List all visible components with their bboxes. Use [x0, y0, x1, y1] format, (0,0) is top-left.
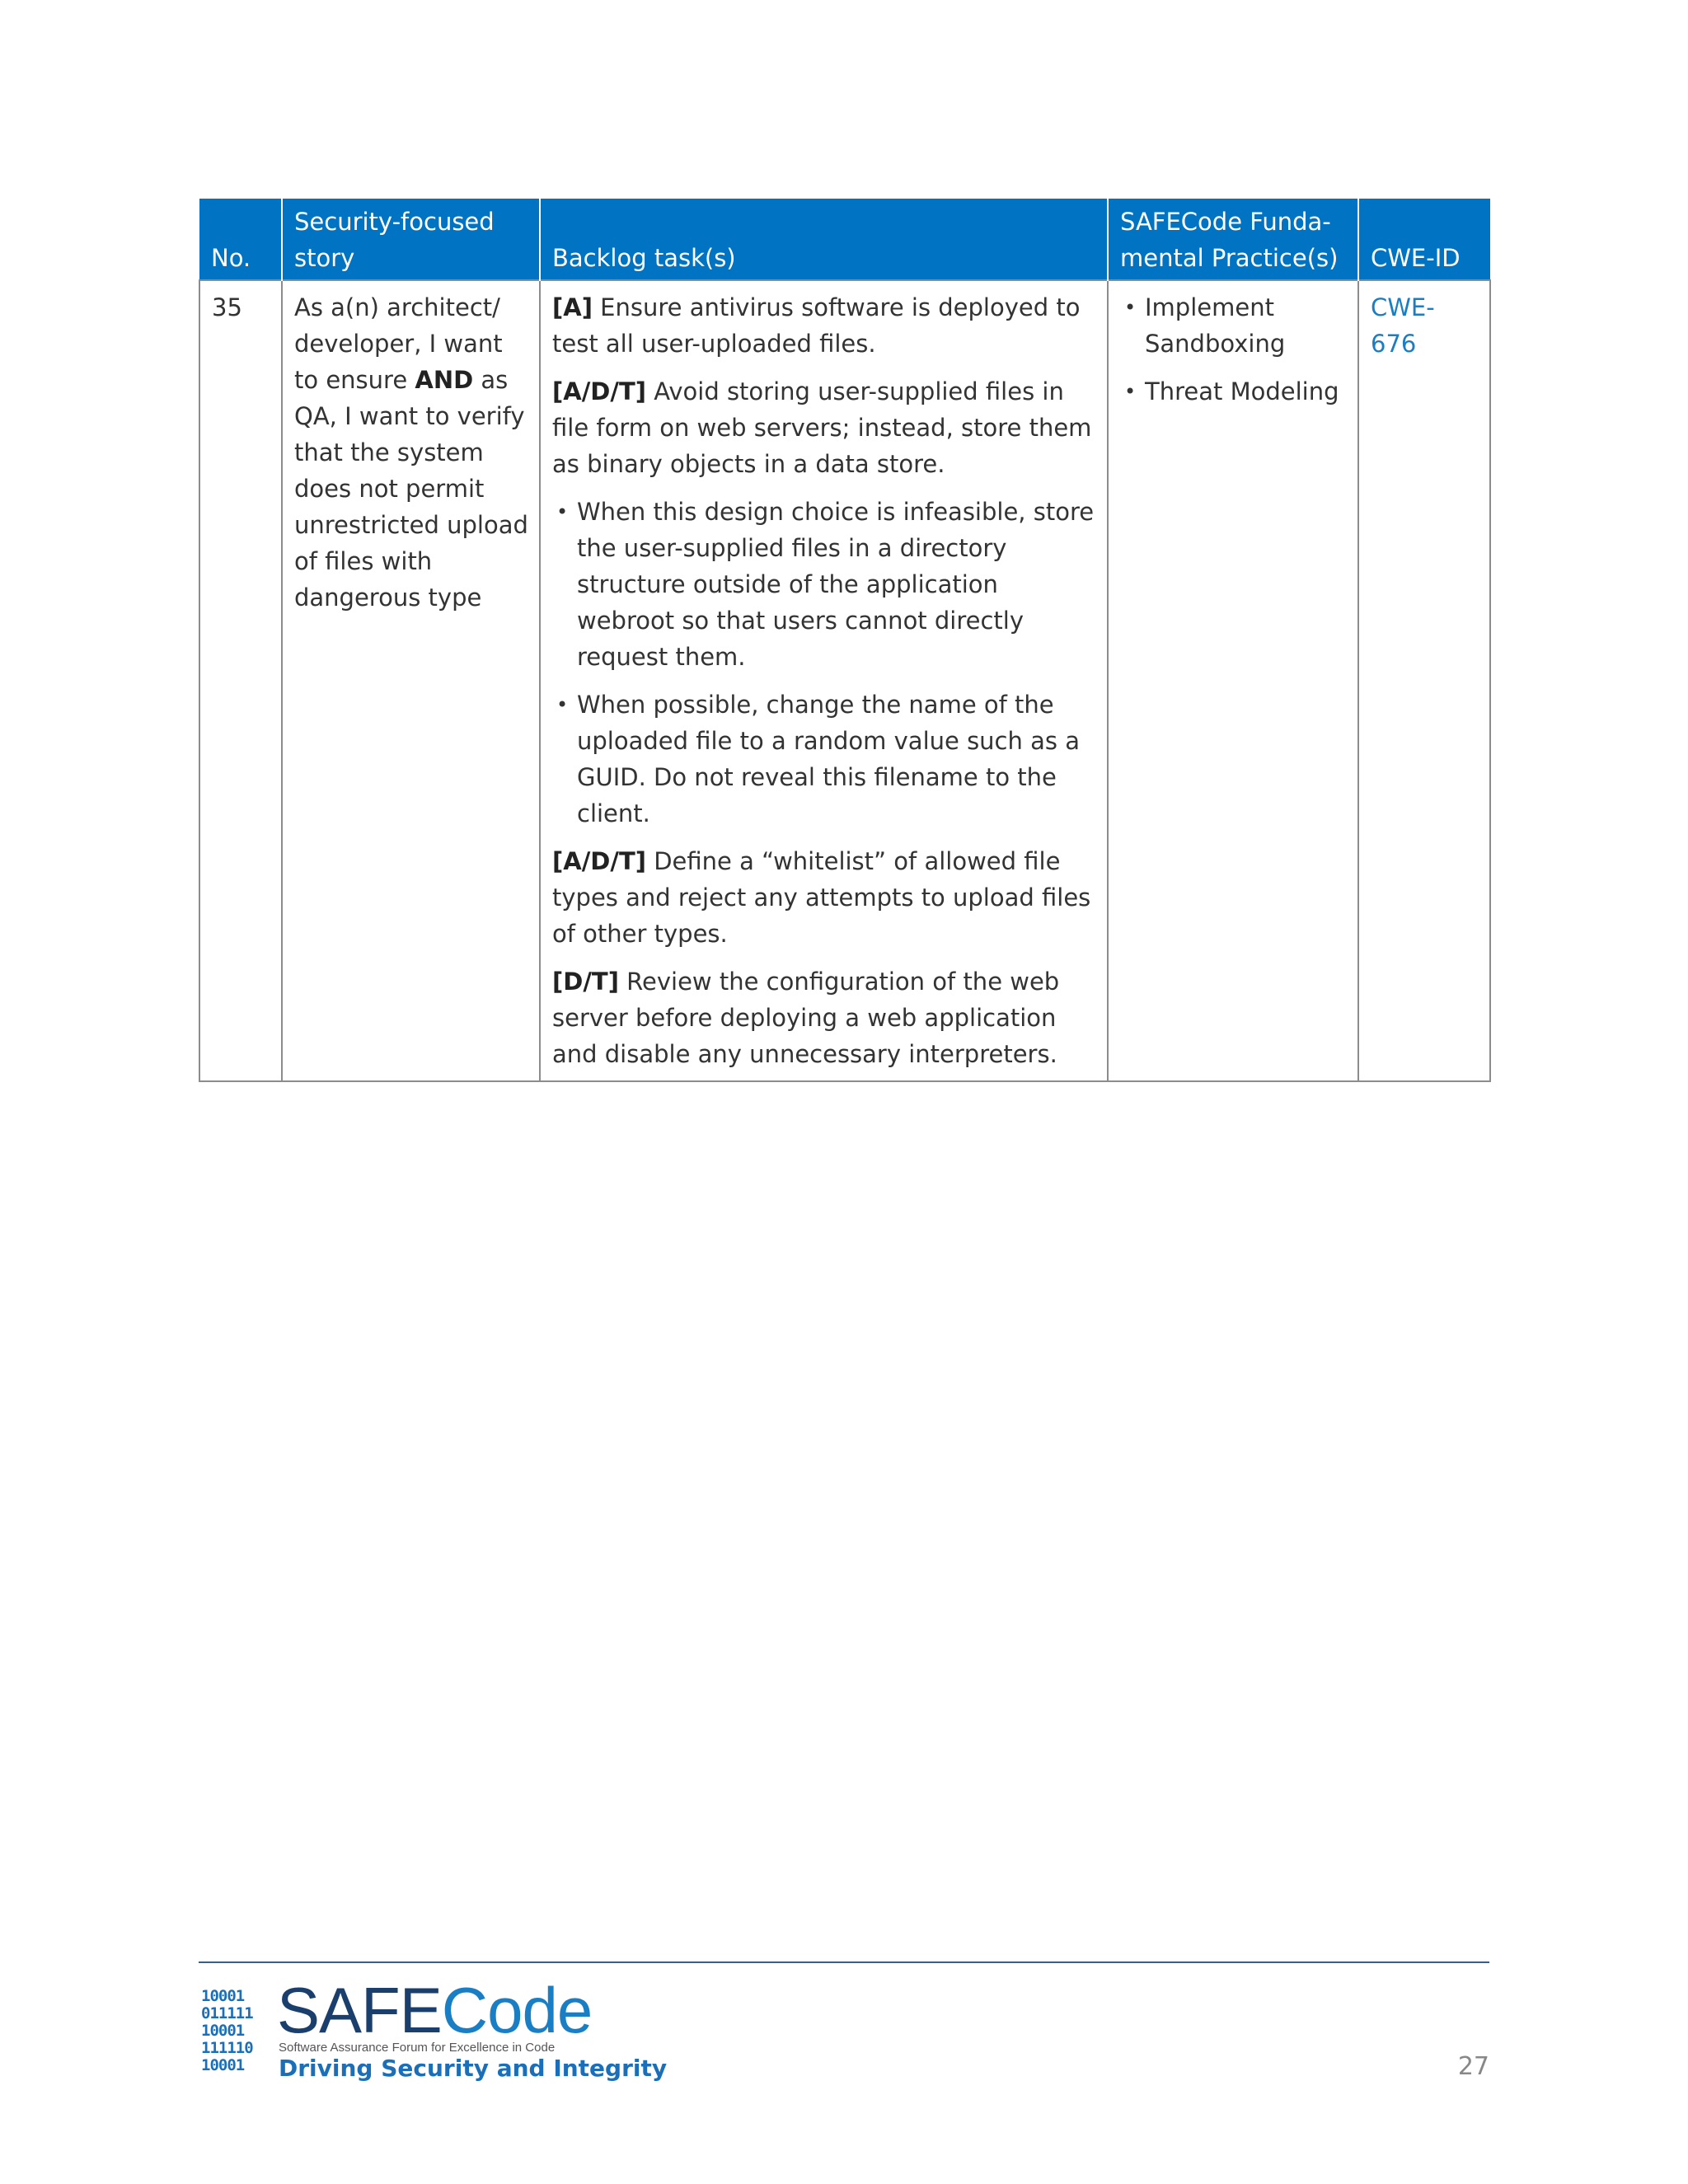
safecode-logo	[201, 1974, 668, 2085]
logo-slogan: Driving Security and Integrity	[279, 2055, 668, 2082]
logo-code: Code	[441, 1974, 593, 2046]
security-stories-table	[199, 199, 1491, 1082]
header-tasks: Backlog task(s)	[540, 199, 1108, 280]
story-bold-and: AND	[415, 366, 474, 394]
task-text: Define a “whitelist” of allowed file types and reject any attempts to upload files of other types.	[552, 847, 1091, 948]
cwe-cell	[1358, 280, 1490, 1081]
task-sub-bullet: • When possible, change the name of the uploaded file to a random value such as a GUID. Do not reveal this filename to the client.	[552, 687, 1097, 832]
logo-binary-line: 011111	[201, 2004, 253, 2022]
header-story: Security-focused story	[282, 199, 540, 280]
logo-binary-line: 10001	[201, 2022, 245, 2040]
logo-binary-line: 111110	[201, 2039, 253, 2057]
practice-item: • Implement Sandboxing	[1120, 289, 1348, 362]
cwe-link[interactable]: CWE-676	[1371, 293, 1435, 358]
story-text-2: as QA, I want to verify that the system does not permit unrestricted upload of files with dangerous type	[294, 366, 528, 612]
story-cell	[282, 280, 540, 1081]
task-tag: [A]	[552, 293, 593, 321]
table-row	[199, 280, 1490, 1081]
logo-binary-line: 10001	[201, 1987, 245, 2005]
task-item	[552, 843, 1097, 952]
task-sub-list	[552, 494, 1097, 832]
footer-divider	[199, 1961, 1489, 1963]
logo-tagline: Software Assurance Forum for Excellence in Code	[279, 2041, 556, 2055]
task-sub-bullet: • When this design choice is infeasible, store the user-supplied files in a directory structure outside of the application webroot so that users cannot directly request them.	[552, 494, 1097, 675]
header-cwe: CWE-ID	[1358, 199, 1490, 280]
task-text: Review the configuration of the web server before deploying a web application and disable any unnecessary interpreters.	[552, 968, 1060, 1068]
tasks-cell	[540, 280, 1108, 1081]
task-tag: [A/D/T]	[552, 377, 646, 405]
task-item	[552, 963, 1097, 1072]
practices-list	[1120, 289, 1348, 410]
row-number: 35	[199, 280, 282, 1081]
task-tag: [A/D/T]	[552, 847, 646, 875]
logo-binary-mark	[201, 1988, 270, 2074]
task-item	[552, 289, 1097, 362]
task-item	[552, 373, 1097, 482]
header-practices: SAFECode Funda-mental Practice(s)	[1108, 199, 1358, 280]
task-text: Avoid storing user-supplied files in file form on web servers; instead, store them as binary objects in a data store.	[552, 377, 1092, 478]
practices-cell	[1108, 280, 1358, 1081]
page-number: 27	[1457, 2052, 1489, 2081]
task-tag: [D/T]	[552, 968, 619, 996]
practice-item: • Threat Modeling	[1120, 373, 1348, 410]
logo-binary-line: 10001	[201, 2056, 245, 2074]
table-header-row	[199, 199, 1490, 280]
logo-safe: SAFE	[277, 1974, 442, 2046]
logo-wordmark	[277, 1973, 592, 2047]
header-no: No.	[199, 199, 282, 280]
story-text-1: As a(n) architect/ developer, I want to ensure	[294, 293, 503, 394]
task-text: Ensure antivirus software is deployed to test all user-uploaded files.	[552, 293, 1081, 358]
